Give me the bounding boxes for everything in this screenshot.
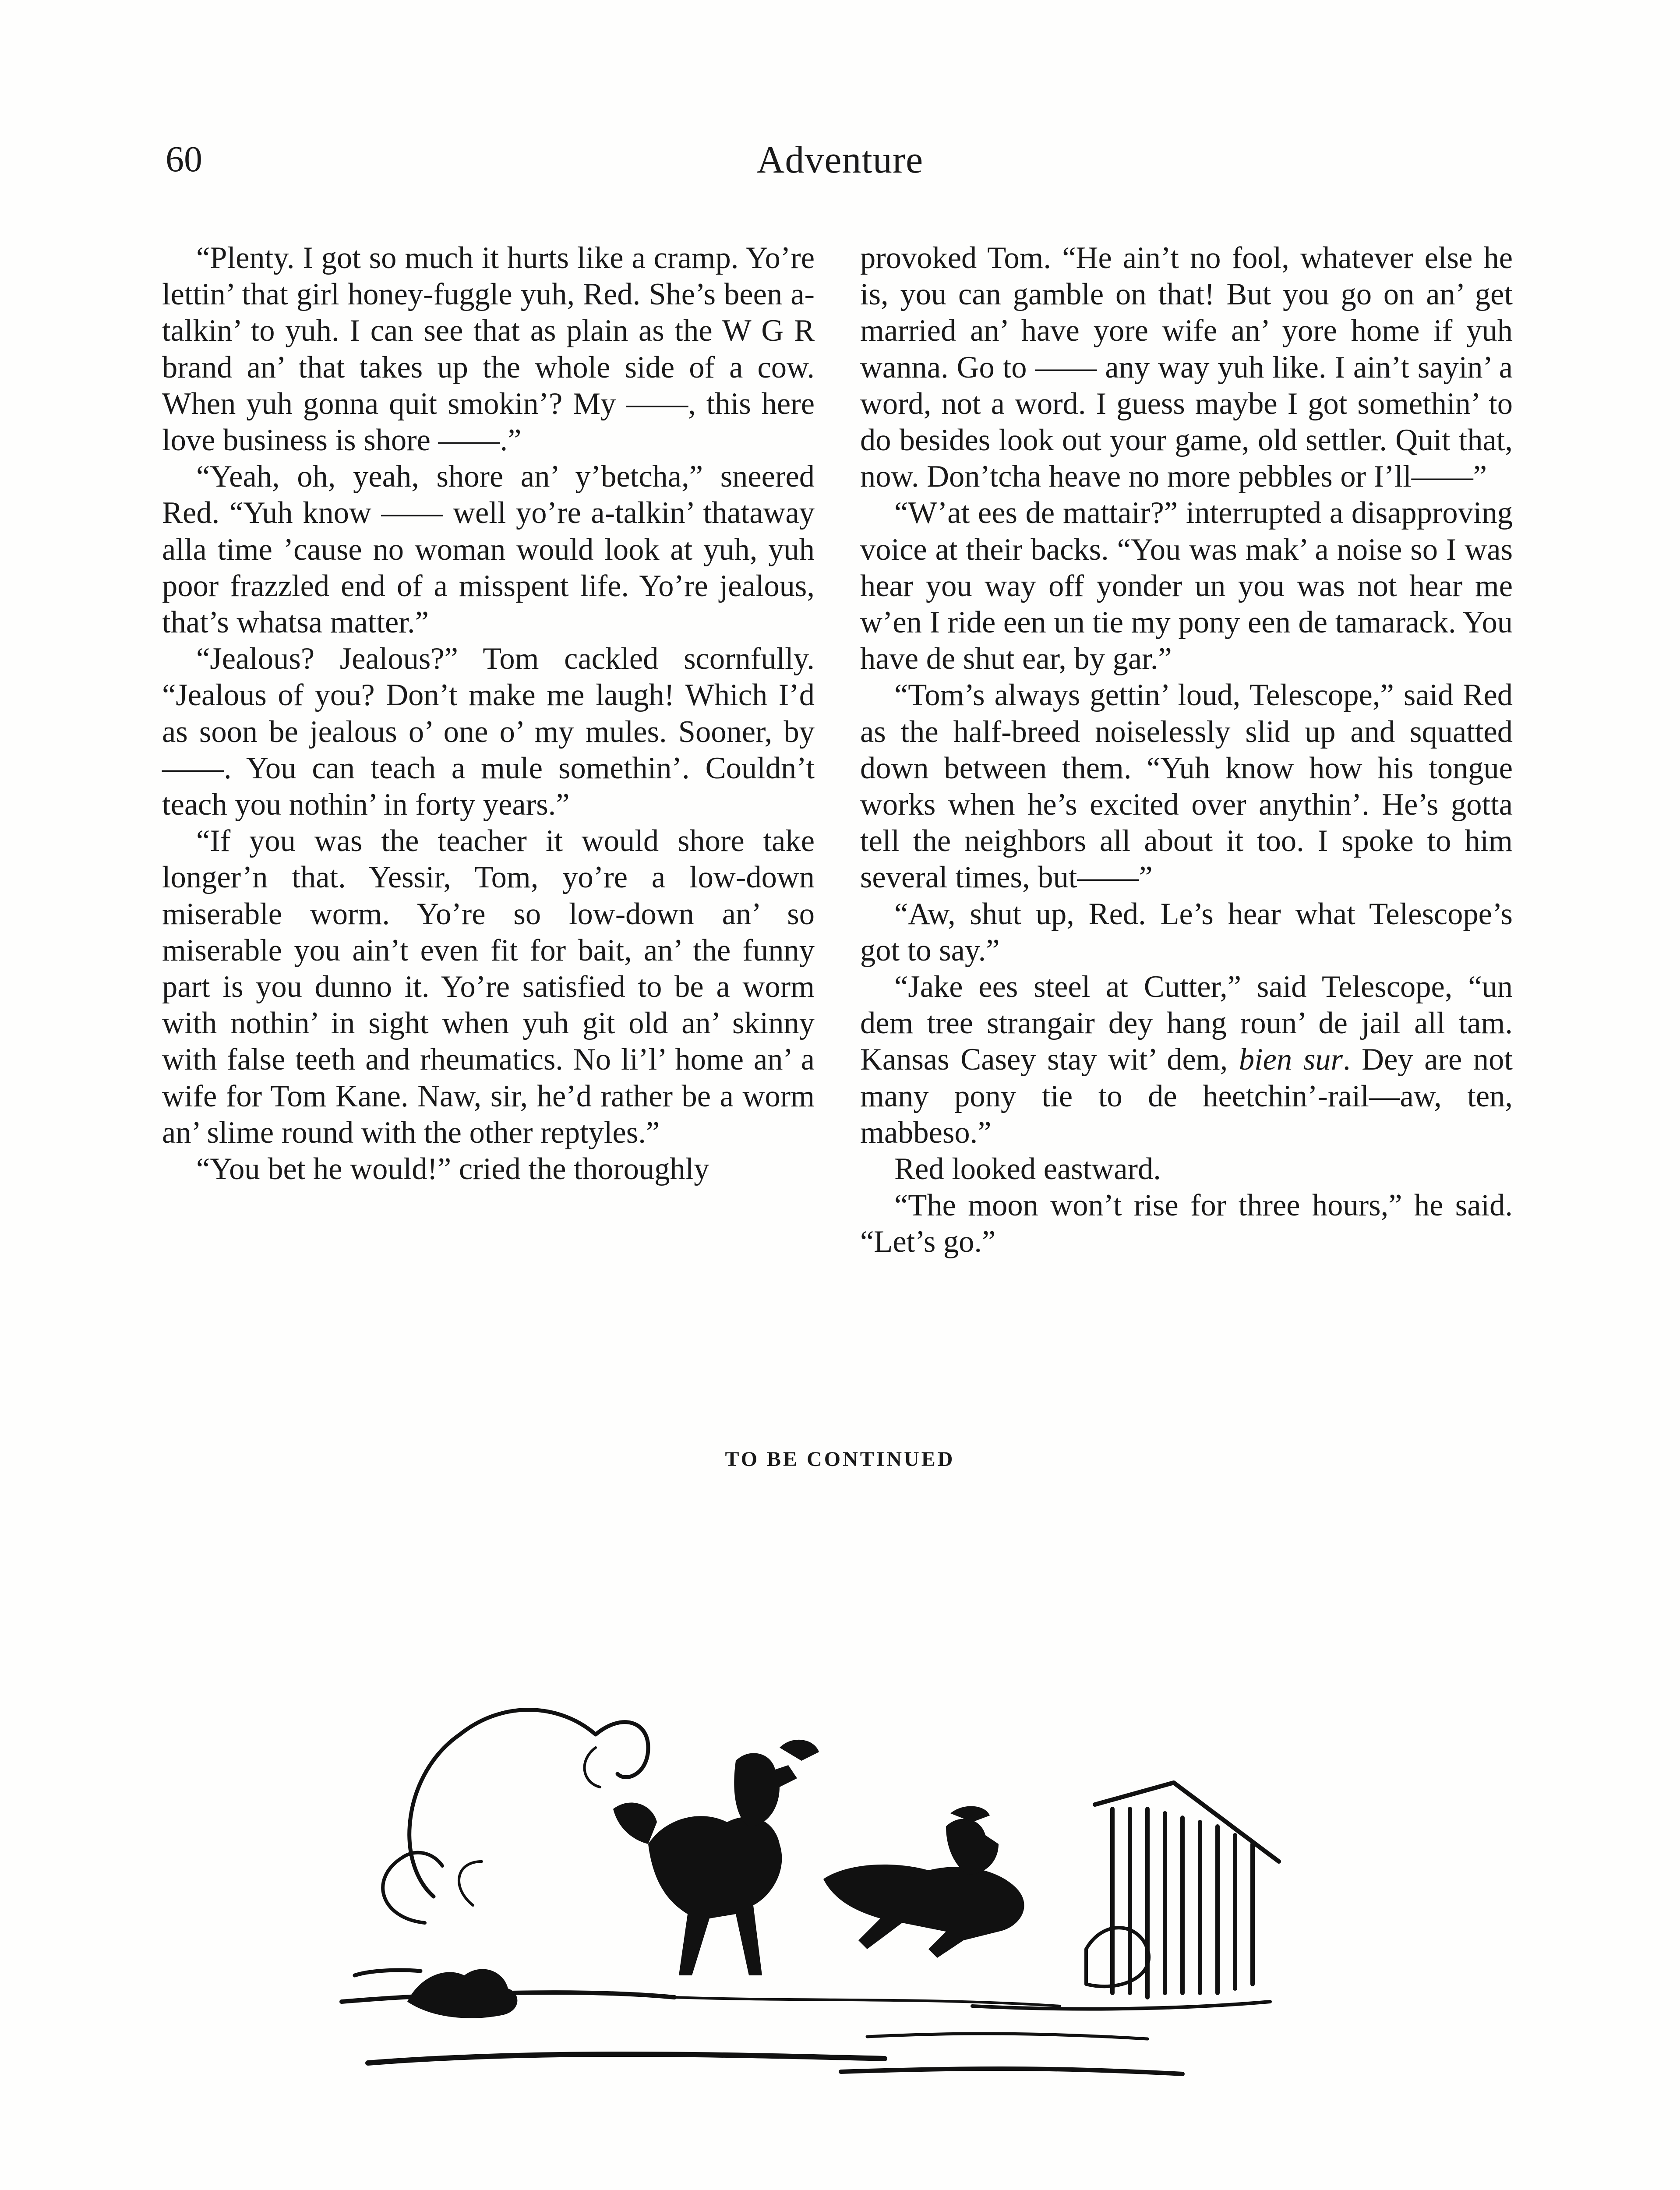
paragraph: “Tom’s always gettin’ loud, Telescope,” said Red as the half-breed noiselessly slid up and squatted down between them. “Yuh know how his tongue works when he’s excited over anythin’. He’s gotta tell the neighbors all about it too. I spoke to him several times, but——” <box>860 678 1513 895</box>
paragraph: “W’at ees de mattair?” interrupted a disapproving voice at their backs. “You was mak’ a noise so I was hear you way off yonder un you was not hear me w’en I ride een un tie my pony een de tamarack. You have de shut ear, by gar.” <box>860 496 1513 676</box>
fence <box>1086 1928 1149 1986</box>
rider-hat <box>780 1740 819 1761</box>
ink-illustration-riders <box>315 1616 1314 2098</box>
ground-stroke <box>674 1997 1060 2006</box>
paragraph: “Yeah, oh, yeah, shore an’ y’betcha,” sneered Red. “Yuh know —— well yo’re a-talkin’ thataway alla time ’cause no woman would look at yuh, yuh poor frazzled end of a misspent life. Yo’re jealous, that’s whatsa matter.” <box>162 459 815 640</box>
paragraph: “Jealous? Jealous?” Tom cackled scornfully. “Jealous of you? Don’t make me laugh! Which I’d as soon be jealous o’ one o’ my mules. Sooner, by ——. You can teach a mule somethin’. Couldn’t teach you nothin’ in forty years.” <box>162 642 815 822</box>
bucking-horse <box>648 1816 782 1975</box>
running-rider <box>946 1819 999 1875</box>
ground-stroke <box>368 2054 885 2063</box>
page-number: 60 <box>166 139 202 180</box>
horse-head <box>613 1803 657 1844</box>
paragraph: Red looked eastward. <box>894 1152 1161 1187</box>
paragraph: “If you was the teacher it would shore take longer’n that. Yessir, Tom, yo’re a low-down miserable worm. Yo’re so low-down an’ so miserable you ain’t even fit for bait, an’ the funny part is you dunno it. Yo’re satisfied to be a worm with nothin’ in sight when yuh git old an’ skinny with false teeth and rheumatics. No li’l’ home an’ a wife for Tom Kane. Naw, sir, he’d rather be a worm an’ slime round with the other reptyles.” <box>162 824 815 1150</box>
paragraph: provoked Tom. “He ain’t no fool, whatever else he is, you can gamble on that! But you go on an’ get married an’ have yore wife an’ yore home if yuh wanna. Go to —— any way yuh like. I ain’t sayin’ a word, not a word. I guess maybe I got somethin’ to do besides look out your game, old settler. Quit that, now. Don’tcha heave no more pebbles or I’ll——” <box>860 241 1513 494</box>
rider <box>734 1753 797 1826</box>
paragraph: “Plenty. I got so much it hurts like a cramp. Yo’re lettin’ that girl honey-fuggle yuh, Red. She’s been a-talkin’ to yuh. I can see that as plain as the W G R brand an’ that takes up the whole side of a cow. When yuh gonna quit smokin’? My ——, this here love business is shore ——.” <box>162 241 815 458</box>
to-be-continued: TO BE CONTINUED <box>725 1448 955 1471</box>
italic-phrase: bien sur <box>1239 1042 1343 1077</box>
running-head-title: Adventure <box>756 139 924 181</box>
dust-cloud <box>585 1748 600 1787</box>
left-column <box>162 240 815 1187</box>
running-rider-hat <box>950 1806 990 1822</box>
dust-cloud <box>409 1710 648 1897</box>
dust-cloud <box>459 1862 482 1905</box>
running-horse <box>823 1865 1024 1958</box>
paragraph-text: . Dey are not many pony tie to de heetchin’-rail—aw, ten, mabbeso.” <box>860 1042 1513 1150</box>
ground-stroke <box>841 2069 1182 2074</box>
paragraph: “The moon won’t rise for three hours,” he said. “Let’s go.” <box>860 1188 1513 1259</box>
right-column <box>860 240 1513 1261</box>
paragraph-text: “Jake ees steel at Cutter,” said Telescope, “un dem tree strangair dey hang roun’ de jail all tam. Kansas Casey stay wit’ dem, <box>860 970 1513 1077</box>
paragraph: “You bet he would!” cried the thoroughly <box>196 1152 709 1187</box>
ground-stroke <box>867 2034 1147 2039</box>
paragraph: “Aw, shut up, Red. Le’s hear what Telescope’s got to say.” <box>860 897 1513 968</box>
fence <box>1112 1809 1253 1997</box>
bush <box>407 1969 517 2018</box>
paragraph <box>860 969 1513 1151</box>
ground-stroke <box>355 1970 420 1975</box>
